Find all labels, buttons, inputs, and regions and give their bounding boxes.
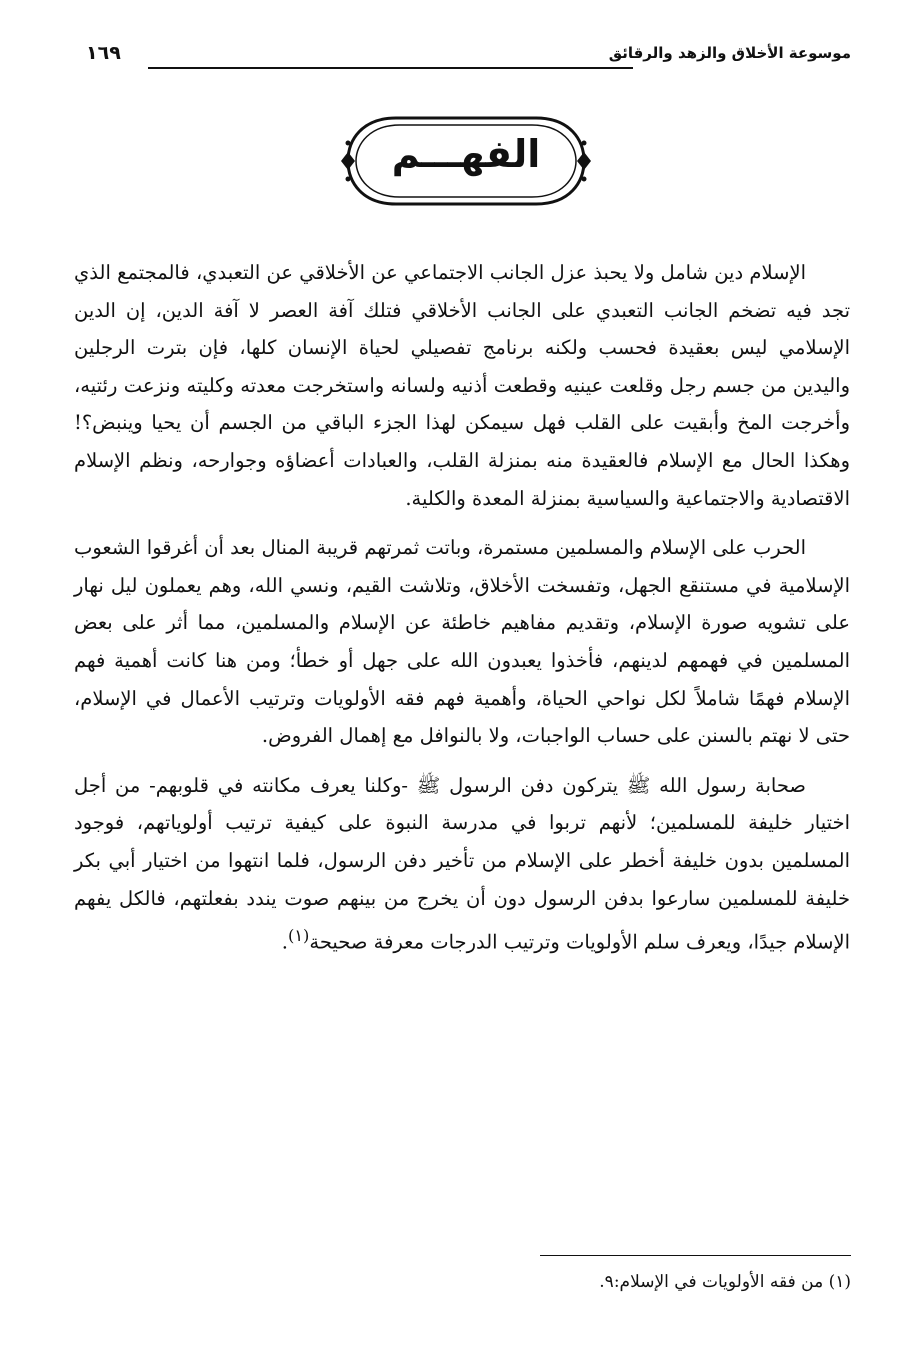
- page-number: ١٦٩: [86, 42, 121, 64]
- paragraph: الحرب على الإسلام والمسلمين مستمرة، وباتت ثمرتهم قريبة المنال بعد أن أغرقوا الشعوب الإسلامية في مستنقع الجهل، وتفسخت الأخلاق، وتلاشت القيم، ونسي الله، وهم يعملون ليل نهار على تشويه صورة الإسلام، وتقديم مفاهيم خاطئة عن الإسلام والمسلمين، مما أثر على بعض المسلمين في فهمهم لدينهم، فأخذوا يعبدون الله على جهل أو خطأ؛ ومن هنا كانت أهمية فهم الإسلام فهمًا شاملاً لكل نواحي الحياة، وأهمية فهم فقه الأولويات وترتيب الأعمال في الإسلام، حتى لا نهتم بالسنن على حساب الواجبات، ولا بالنوافل مع إهمال الفروض.: [74, 536, 850, 748]
- paragraph: [74, 767, 850, 961]
- paragraph-text: صحابة رسول الله ﷺ يتركون دفن الرسول ﷺ -وكلنا يعرف مكانته في قلوبهم- من أجل اختيار خليفة للمسلمين؛ لأنهم تربوا في مدرسة النبوة على كيفية ترتيب أولوياتهم، فوجود المسلمين بدون خليفة أخطر على الإسلام من تأخير دفن الرسول، فلما انتهوا من اختيار أبي بكر خليفة للمسلمين سارعوا بدفن الرسول دون أن يخرج من بينهم صوت يندد بفعلتهم، فالكل يفهم الإسلام جيدًا، ويعرف سلم الأولويات وترتيب الدرجات معرفة صحيحة: [74, 773, 850, 954]
- paragraph: الإسلام دين شامل ولا يحبذ عزل الجانب الاجتماعي عن الأخلاقي عن التعبدي، فالمجتمع الذي تجد فيه تضخم الجانب التعبدي على الجانب الأخلاقي فتلك آفة العصر لا آفة الدين، إن الدين الإسلامي ليس بعقيدة فحسب ولكنه برنامج تفصيلي لحياة الإنسان كلها، فإن بترت الرجلين واليدين من جسم رجل وقلعت عينيه وقطعت أذنيه ولسانه واستخرجت معدته وكليته ونزعت رئتيه، وأخرجت المخ وأبقيت على القلب فهل سيمكن لهذا الجزء الباقي من الجسم أن يحيا وينبض؟! وهكذا الحال مع الإسلام فالعقيدة منه بمنزلة القلب، والعبادات أعضاؤه وجوارحه، ونظم الإسلام الاقتصادية والاجتماعية والسياسية بمنزلة المعدة والكلية.: [74, 261, 850, 510]
- chapter-title: الفهـــم: [391, 132, 541, 176]
- footnote: (١) من فقه الأولويات في الإسلام:٩.: [599, 1272, 851, 1292]
- header-rule: [148, 67, 633, 69]
- body-text: [74, 254, 850, 973]
- footnote-reference: (١): [287, 926, 310, 946]
- footnote-separator: [540, 1255, 851, 1256]
- chapter-title-frame: [338, 110, 594, 212]
- book-title: موسوعة الأخلاق والزهد والرقائق: [608, 44, 851, 62]
- running-header: [78, 34, 851, 84]
- paragraph-end: .: [281, 930, 288, 954]
